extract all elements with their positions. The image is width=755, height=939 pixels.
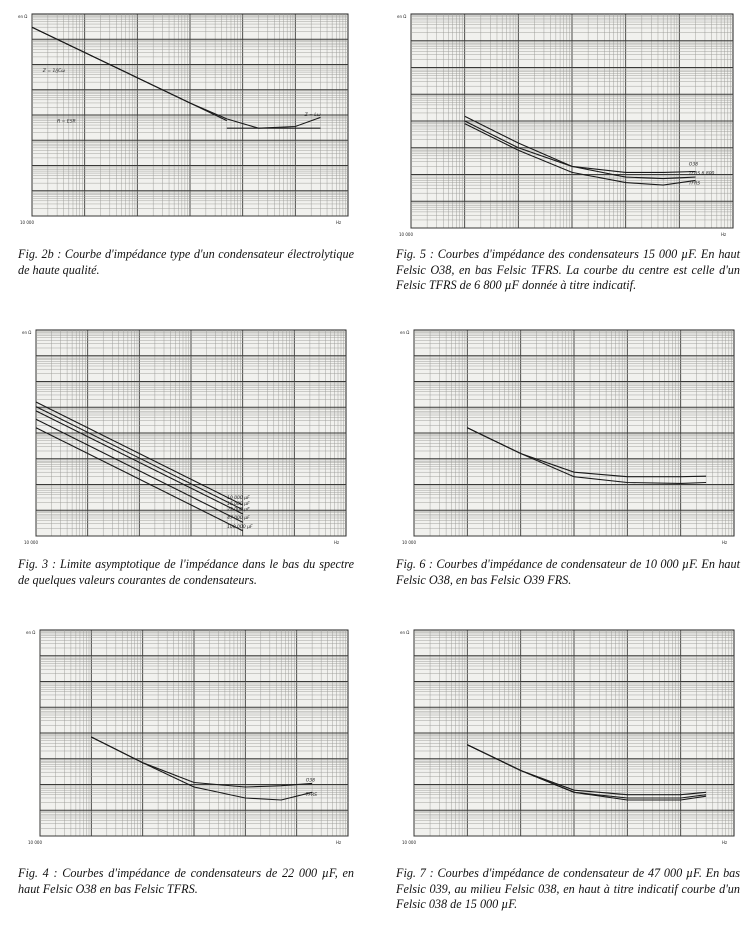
figure-5-chart xyxy=(393,10,741,240)
x-axis-label: Hz xyxy=(721,232,727,237)
figure-4-caption: Fig. 4 : Courbes d'impédance de condensateurs de 22 000 µF, en haut Felsic O38 en bas Felsic TFRS. xyxy=(18,866,354,896)
figure-5-caption: Fig. 5 : Courbes d'impédance des condensateurs 15 000 µF. En haut Felsic O38, en bas Felsic TFRS. La courbe du centre est celle d'un Felsic TFRS de 6 800 µF donnée à titre indicatif. xyxy=(396,247,740,292)
y-axis-label: en Ω xyxy=(397,14,407,19)
y-axis-label: en Ω xyxy=(26,630,36,635)
curve-annotation: TFRS xyxy=(305,793,318,799)
curve-annotation: Z = 1/jCω xyxy=(42,69,66,75)
x-origin-label: 10 000 xyxy=(399,232,413,237)
curve-annotation: 10 000 µF xyxy=(227,496,250,502)
x-axis-label: Hz xyxy=(336,840,342,845)
x-origin-label: 10 000 xyxy=(28,840,42,845)
chart-svg xyxy=(396,626,742,848)
chart-svg xyxy=(396,326,742,548)
x-origin-label: 10 000 xyxy=(24,540,38,545)
chart-svg xyxy=(18,326,354,548)
curve-annotation: O38 xyxy=(305,778,315,784)
figure-2b-caption: Fig. 2b : Courbe d'impédance type d'un condensateur électrolytique de haute qualité. xyxy=(18,247,354,277)
curve-annotation: 47 000 µF xyxy=(227,516,250,522)
curve-annotation: 100 000 µF xyxy=(227,525,253,531)
chart-svg xyxy=(14,10,356,228)
y-axis-label: en Ω xyxy=(400,330,410,335)
curve-annotation: TFRS 6 800 xyxy=(688,171,715,177)
curve-annotation: O38 xyxy=(688,162,699,168)
x-axis-label: Hz xyxy=(722,540,728,545)
figure-3-caption: Fig. 3 : Limite asymptotique de l'impédance dans le bas du spectre de quelques valeurs courantes de condensateurs. xyxy=(18,557,354,587)
x-axis-label: Hz xyxy=(722,840,728,845)
figure-7-chart xyxy=(396,626,742,848)
x-origin-label: 10 000 xyxy=(402,840,416,845)
curve-annotation: R = ESR xyxy=(57,119,76,125)
figure-6-chart xyxy=(396,326,742,548)
figure-7-caption: Fig. 7 : Courbes d'impédance de condensateur de 47 000 µF. En bas Felsic 039, au milieu Felsic 038, en haut à titre indicatif courbe d'un Felsic 038 de 15 000 µF. xyxy=(396,866,740,911)
y-axis-label: en Ω xyxy=(400,630,410,635)
figure-6-caption: Fig. 6 : Courbes d'impédance de condensateur de 10 000 µF. En haut Felsic O38, en bas Felsic O39 FRS. xyxy=(396,557,740,587)
figure-3-chart xyxy=(18,326,354,548)
curve-annotation: 22 000 µF xyxy=(227,507,250,513)
chart-svg xyxy=(393,10,741,240)
figure-4-chart xyxy=(22,626,356,848)
x-axis-label: Hz xyxy=(334,540,340,545)
curve-annotation: 15 000 µF xyxy=(227,501,250,507)
y-axis-label: en Ω xyxy=(18,14,28,19)
x-origin-label: 10 000 xyxy=(20,220,34,225)
figure-2b-chart xyxy=(14,10,356,228)
curve-annotation: TFRS xyxy=(688,181,701,187)
x-axis-label: Hz xyxy=(336,220,342,225)
y-axis-label: en Ω xyxy=(22,330,32,335)
curve-annotation: Z = Lω xyxy=(304,113,321,119)
chart-svg xyxy=(22,626,356,848)
x-origin-label: 10 000 xyxy=(402,540,416,545)
